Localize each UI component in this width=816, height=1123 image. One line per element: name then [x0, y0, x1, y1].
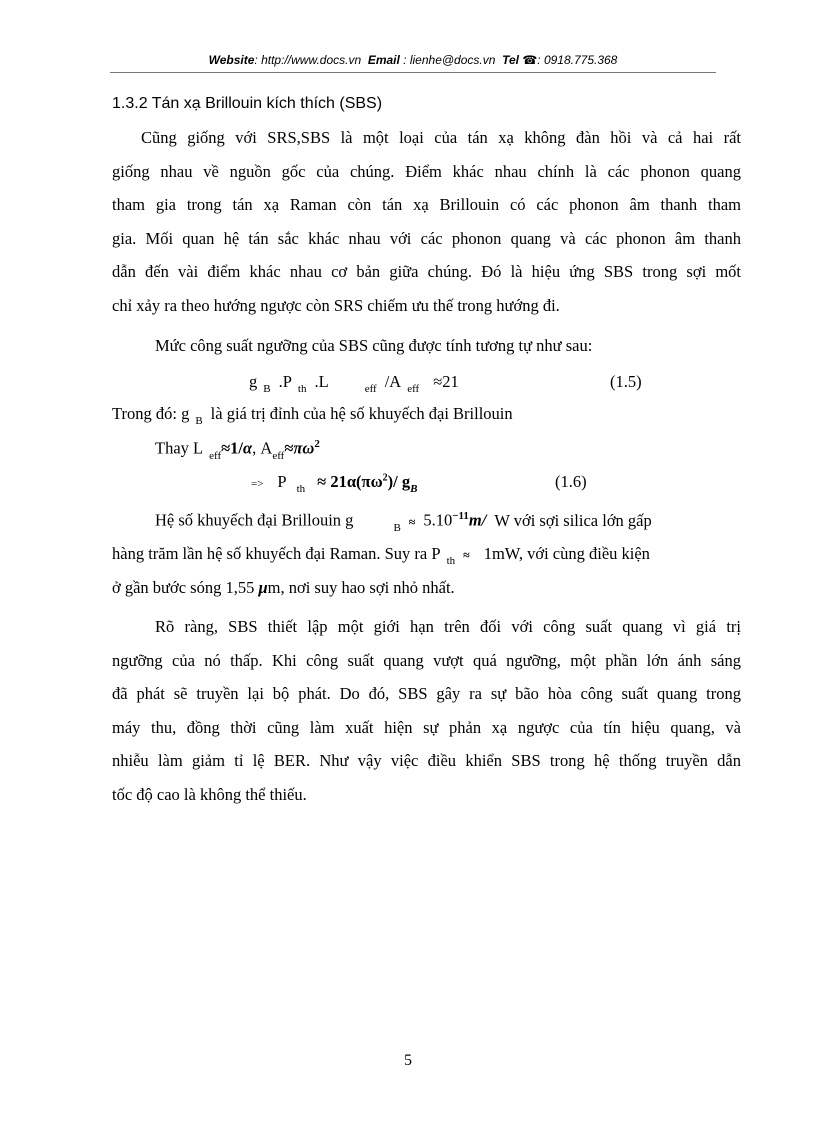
sub-rel: ≈1/ — [221, 438, 244, 458]
text-line: chỉ xảy ra theo hướng ngược còn SRS chiếm ưu thế trong hướng đi. — [112, 295, 560, 315]
gain-sub: B — [393, 521, 401, 534]
sub-prefix: Thay L — [155, 438, 204, 458]
gain-value: 5.10 — [423, 510, 453, 530]
where-prefix: Trong đó: g — [112, 404, 190, 423]
text-line: gia. Mối quan hệ tán sắc khác nhau với các phonon quang và các phonon âm thanh — [112, 228, 741, 248]
page-header — [110, 50, 716, 70]
website-label: Website — [208, 53, 255, 67]
sub-mid: , A — [252, 438, 273, 458]
text-line: tốc độ cao là không thể thiếu. — [112, 784, 307, 804]
gain3-suffix: m, nơi suy hao sợi nhỏ nhất. — [267, 578, 455, 597]
gain-unit: m/ — [468, 510, 487, 530]
sub-sq: 2 — [314, 438, 320, 450]
pi-omega-symbol: πω — [293, 438, 315, 458]
eq-g: g — [249, 372, 258, 391]
eq-p: .P — [278, 372, 292, 391]
eq2-p: P — [277, 472, 287, 491]
where-sub: B — [195, 415, 203, 427]
equation-number-1-6: (1.6) — [555, 472, 587, 491]
tel-label: Tel — [502, 53, 519, 67]
eq-approx: ≈21 — [433, 372, 459, 391]
gain2-approx: ≈ — [463, 548, 470, 562]
where-line — [112, 404, 513, 427]
gain-approx: ≈ — [408, 514, 416, 529]
text-line: dẫn đến vài điểm khác nhau cơ bản giữa chúng. Đó là hiệu ứng SBS trong sợi mốt — [112, 262, 741, 282]
text-line: nhiễu làm giảm tỉ lệ BER. Như vậy việc điều khiển SBS trong hệ thống truyền dẫn — [112, 751, 741, 771]
text-line: ngưỡng của nó thấp. Khi công suất quang vượt quá ngưỡng, một phần lớn ánh sáng — [112, 650, 741, 670]
eq-a: /A — [384, 372, 402, 391]
equation-1-6 — [251, 472, 418, 495]
paragraph-intro — [112, 121, 741, 323]
gain-prefix: Hệ số khuyếch đại Brillouin g — [155, 510, 354, 530]
eq2-gsub: B — [410, 483, 418, 495]
tel-value: : 0918.775.368 — [537, 53, 618, 67]
gain2-prefix: hàng trăm lần hệ số khuyếch đại Raman. Suy ra P — [112, 544, 441, 563]
section-title: 1.3.2 Tán xạ Brillouin kích thích (SBS) — [112, 95, 383, 112]
alpha-symbol: α — [243, 438, 253, 458]
eq-sub: eff — [364, 383, 377, 395]
eq2-expr2: )/ g — [387, 472, 411, 491]
phone-icon: ☎ — [522, 53, 538, 67]
text-line: đã phát sẽ truyền lại bộ phát. Do đó, SBS gây ra sự bão hòa công suất quang trong — [112, 684, 741, 704]
email-label: Email — [367, 53, 400, 67]
eq2-expr: ≈ 21α(πω — [317, 472, 383, 491]
text-line: máy thu, đồng thời cũng làm xuất hiện sự phản xạ ngược của tín hiệu quang, và — [112, 717, 741, 737]
text-line: giống nhau về nguồn gốc của chúng. Điểm khác nhau chính là các phonon quang — [112, 161, 741, 181]
sub-rel2: ≈ — [284, 438, 294, 458]
substitute-line — [155, 438, 320, 462]
gain-line-1 — [155, 510, 741, 534]
gain2-suffix: 1mW, với cùng điều kiện — [483, 544, 650, 563]
eq-sub: eff — [407, 383, 420, 395]
eq2-sq: 2 — [382, 472, 388, 484]
paragraph-conclusion — [112, 610, 741, 812]
website-value: : http://www.docs.vn — [254, 53, 362, 67]
eq2-sub: th — [296, 483, 306, 495]
text-line: Rõ ràng, SBS thiết lập một giới hạn trên đối với công suất quang vì giá trị — [155, 617, 741, 636]
eq-sub: B — [263, 383, 271, 395]
where-suffix: là giá trị đỉnh của hệ số khuyếch đại Brillouin — [210, 404, 513, 423]
equation-number-1-5: (1.5) — [610, 372, 642, 391]
gain2-sub: th — [446, 555, 456, 567]
eq2-arrow: => — [251, 478, 264, 490]
equation-1-5 — [249, 372, 459, 395]
sub-sub2: eff — [272, 449, 285, 462]
gain3-prefix: ở gần bước sóng 1,55 — [112, 578, 255, 597]
text-line: Cũng giống với SRS,SBS là một loại của tán xạ không đàn hồi và cả hai rất — [141, 128, 741, 147]
header-rule — [110, 72, 716, 73]
email-value: : lienhe@docs.vn — [403, 53, 496, 67]
page-number: 5 — [404, 1052, 412, 1069]
gain-exp: −11 — [452, 510, 469, 522]
sub-sub: eff — [209, 449, 222, 462]
eq-l: .L — [314, 372, 329, 391]
eq-sub: th — [297, 383, 307, 395]
gain-suffix: W với sợi silica lớn gấp — [494, 510, 652, 530]
gain-line-2 — [112, 544, 650, 567]
gain-line-3 — [112, 578, 455, 598]
mu-symbol: μ — [258, 578, 268, 597]
threshold-intro: Mức công suất ngưỡng của SBS cũng được tính tương tự như sau: — [155, 336, 593, 355]
text-line: tham gia trong tán xạ Raman còn tán xạ Brillouin có các phonon âm thanh tham — [112, 195, 741, 215]
